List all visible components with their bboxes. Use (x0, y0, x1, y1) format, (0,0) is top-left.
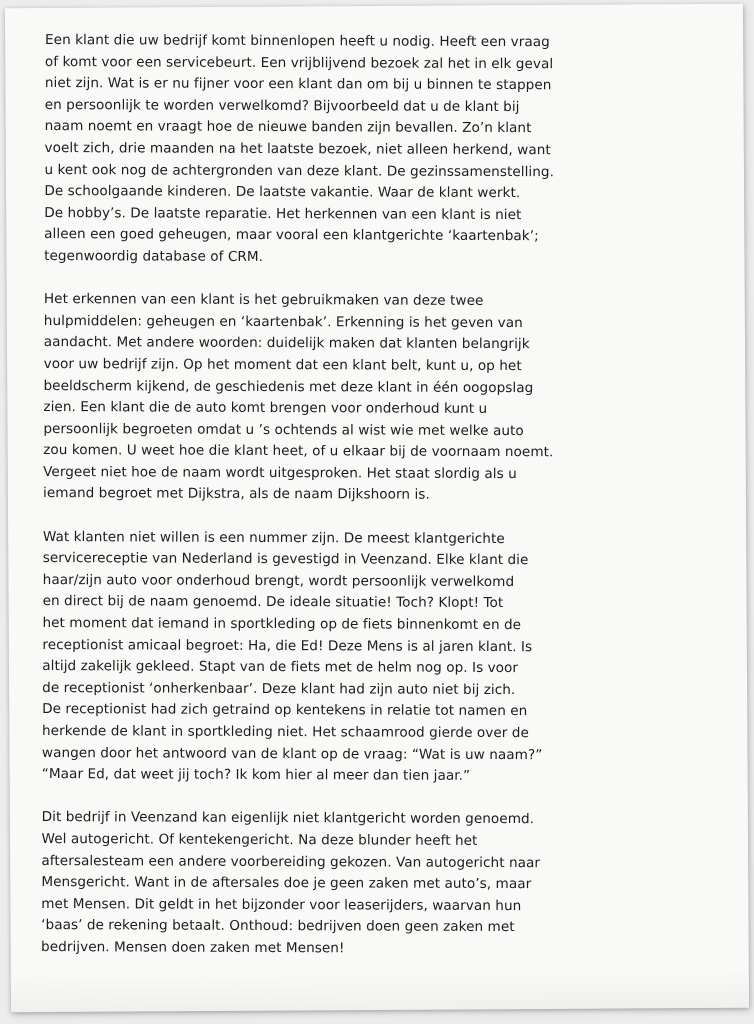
text-line: receptionist amicaal begroet: Ha, die Ed! Deze Mens is al jaren klant. Is (42, 636, 533, 655)
text-line: de receptionist ‘onherkenbaar’. Deze klant had zijn auto niet bij zich. (42, 679, 516, 698)
text-line: hulpmiddelen: geheugen en ‘kaartenbak’. Erkenning is het geven van (43, 312, 523, 331)
text-line: De hobby’s. De laatste reparatie. Het herkennen van een klant is niet (44, 204, 522, 223)
text-line: iemand begroet met Dijkstra, als de naam Dijkshoorn is. (43, 485, 430, 504)
text-line: wangen door het antwoord van de klant op de vraag: “Wat is uw naam?” (41, 744, 543, 763)
text-line: voelt zich, drie maanden na het laatste bezoek, niet alleen herkend, want (44, 139, 551, 159)
text-line: Het erkennen van een klant is het gebruikmaken van deze twee (43, 291, 484, 310)
text-line: herkende de klant in sportkleding niet. Het schaamrood gierde over de (41, 723, 529, 742)
text-line: “Maar Ed, dat weet jij toch? Ik kom hier al meer dan tien jaar.” (41, 766, 471, 785)
text-line: of komt voor een servicebeurt. Een vrijblijvend bezoek zal het in elk geval (44, 53, 554, 72)
paragraph-2 (43, 289, 720, 508)
text-line: Dit bedrijf in Veenzand kan eigenlijk niet klantgericht worden genoemd. (41, 809, 535, 828)
text-line: Wel autogericht. Of kentekengericht. Na deze blunder heeft het (41, 830, 478, 849)
text-line: persoonlijk begroeten omdat u ’s ochtends al wist wie met welke auto (43, 420, 524, 439)
text-line: Mensgericht. Want in de aftersales doe je geen zaken met auto’s, maar (41, 874, 532, 893)
text-line: Een klant die uw bedrijf komt binnenlopen heeft u nodig. Heeft een vraag (44, 32, 550, 51)
text-line: het moment dat iemand in sportkleding op de fiets binnenkomt en de (42, 615, 522, 634)
text-line: Wat klanten niet willen is een nummer zijn. De meest klantgerichte (42, 528, 505, 547)
text-line: met Mensen. Dit geldt in het bijzonder voor leaserijders, waarvan hun (41, 895, 522, 914)
text-line: en persoonlijk te worden verwelkomd? Bijvoorbeeld dat u de klant bij (44, 96, 520, 115)
paragraph-3 (42, 527, 719, 789)
text-line: en direct bij de naam genoemd. De ideale situatie! Toch? Klopt! Tot (42, 593, 504, 612)
paragraph-4 (41, 807, 718, 961)
text-line: zou komen. U weet hoe die klant heet, of u elkaar bij de voornaam noemt. (43, 442, 554, 461)
text-line: bedrijven. Mensen doen zaken met Mensen! (41, 938, 345, 957)
text-line: zien. Een klant die de auto komt brengen voor onderhoud kunt u (43, 399, 488, 418)
text-line: aftersalesteam een andere voorbereiding gekozen. Van autogericht naar (41, 852, 541, 871)
text-line: De receptionist had zich getraind op kentekens in relatie tot namen en (42, 701, 528, 720)
text-line: ‘baas’ de rekening betaalt. Onthoud: bedrijven doen geen zaken met (41, 917, 515, 936)
paper-sheet (5, 4, 749, 1012)
text-line: u kent ook nog de achtergronden van deze klant. De gezinssamenstelling. (44, 161, 555, 180)
text-line: alleen een goed geheugen, maar vooral een klantgerichte ‘kaartenbak’; (44, 226, 539, 245)
text-line: De schoolgaande kinderen. De laatste vakantie. Waar de klant werkt. (44, 183, 521, 202)
text-line: servicereceptie van Nederland is gevestigd in Veenzand. Elke klant die (42, 550, 529, 569)
text-line: tegenwoordig database of CRM. (44, 247, 264, 265)
text-line: beeldscherm kijkend, de geschiedenis met deze klant in één oogopslag (43, 377, 534, 396)
text-line: altijd zakelijk gekleed. Stapt van de fiets met de helm nog op. Is voor (42, 658, 519, 677)
text-line: voor uw bedrijf zijn. Op het moment dat een klant belt, kunt u, op het (43, 355, 522, 375)
text-line: naam noemt en vraagt hoe de nieuwe banden zijn bevallen. Zo’n klant (44, 118, 532, 137)
paragraph-1 (44, 30, 721, 270)
document-text (41, 30, 721, 983)
text-line: haar/zijn auto voor onderhoud brengt, wordt persoonlijk verwelkomd (42, 571, 515, 590)
text-line: niet zijn. Wat is er nu fijner voor een klant dan om bij u binnen te stappen (44, 75, 552, 94)
text-line: Vergeet niet hoe de naam wordt uitgesproken. Het staat slordig als u (43, 463, 517, 482)
text-line: aandacht. Met andere woorden: duidelijk maken dat klanten belangrijk (43, 334, 530, 353)
